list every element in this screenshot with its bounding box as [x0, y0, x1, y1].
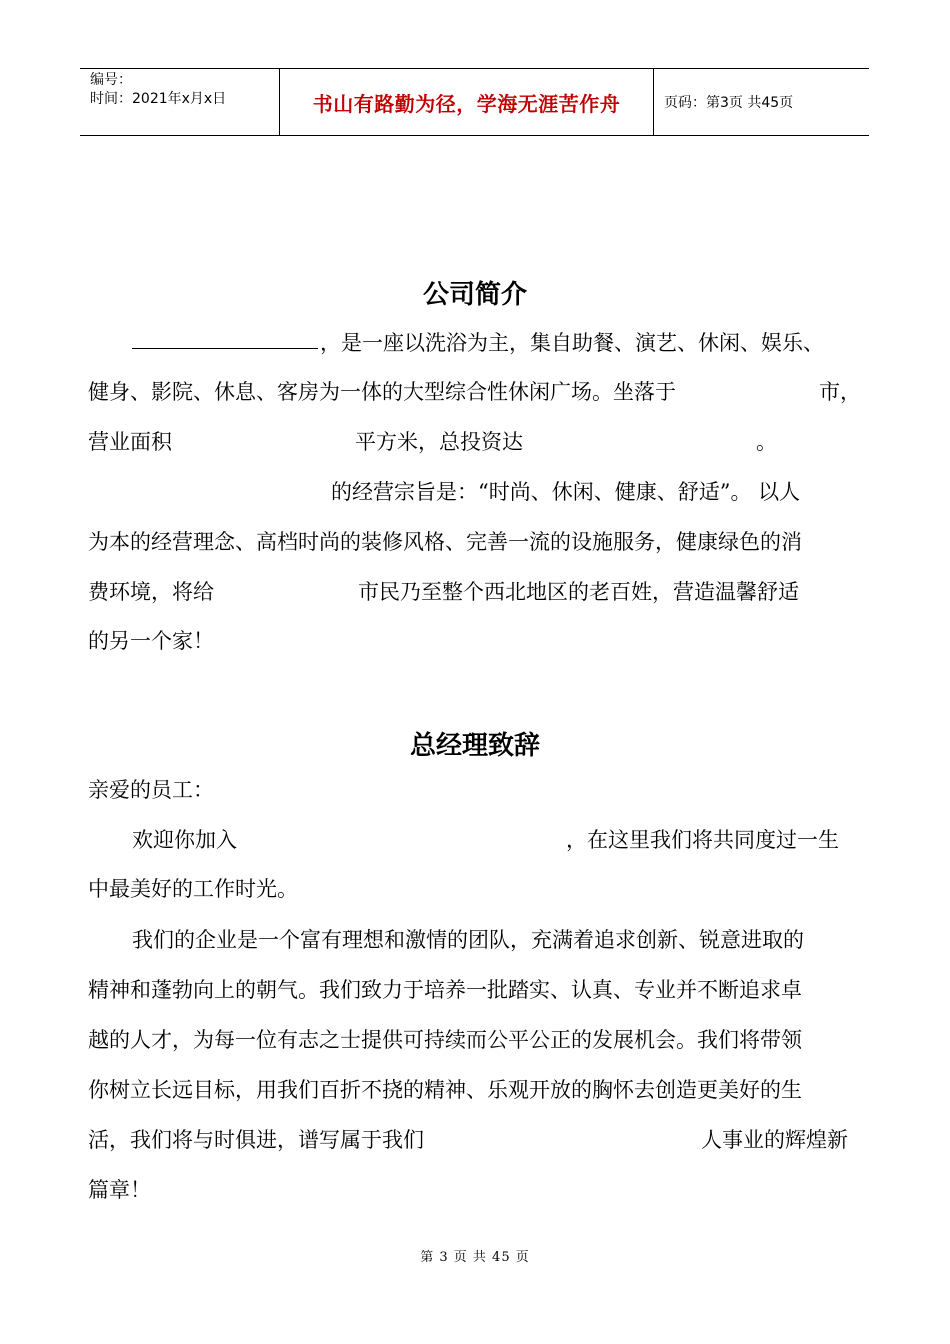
- intro-line-4: 的经营宗旨是：“时尚、休闲、健康、舒适”。 以人: [331, 480, 801, 504]
- date-label: 时间：2021年x月x日: [90, 91, 227, 107]
- number-label: 编号：: [90, 72, 132, 88]
- intro-line-1: ，是一座以洗浴为主，集自助餐、演艺、休闲、娱乐、: [320, 331, 824, 355]
- speech-line-1: 欢迎你加入: [132, 828, 237, 852]
- company-intro-title: 公司简介: [422, 280, 527, 310]
- intro-line-5: 为本的经营理念、高档时尚的装修风格、完善一流的设施服务，健康绿色的消: [88, 530, 802, 554]
- intro-line-2: 健身、影院、休息、客房为一体的大型综合性休闲广场。坐落于: [88, 380, 676, 404]
- header-page-cell: [654, 69, 869, 135]
- motto-text: 书山有路勤为径，学海无涯苦作舟: [312, 91, 621, 116]
- greeting: 亲爱的员工：: [88, 778, 214, 802]
- speech-line-5: 越的人才，为每一位有志之士提供可持续而公平公正的发展机会。我们将带领: [88, 1028, 802, 1052]
- intro-line-3c: 。: [756, 430, 777, 454]
- intro-line-3b: 平方米，总投资达: [355, 430, 523, 454]
- speech-line-8: 篇章！: [88, 1178, 151, 1202]
- speech-line-7b: 人事业的辉煌新: [701, 1128, 848, 1152]
- header-meta-cell: [80, 69, 280, 135]
- speech-line-2: 中最美好的工作时光。: [88, 877, 298, 901]
- intro-line-6: 费环境，将给: [88, 580, 214, 604]
- header-motto-cell: [280, 69, 654, 135]
- intro-line-6b: 市民乃至整个西北地区的老百姓，营造温馨舒适: [358, 580, 799, 604]
- speech-line-7: 活，我们将与时俱进，谱写属于我们: [88, 1128, 424, 1152]
- speech-line-3: 我们的企业是一个富有理想和激情的团队，充满着追求创新、锐意进取的: [132, 928, 804, 952]
- intro-line-3: 营业面积: [88, 430, 172, 454]
- intro-line-7: 的另一个家！: [88, 629, 214, 653]
- speech-line-4: 精神和蓬勃向上的朝气。我们致力于培养一批踏实、认真、专业并不断追求卓: [88, 978, 802, 1002]
- speech-line-1b: ，在这里我们将共同度过一生: [566, 828, 839, 852]
- page-info: 页码：第3页 共45页: [664, 95, 794, 111]
- intro-line-2b: 市，: [819, 380, 861, 404]
- page-footer: 第 3 页 共 45 页: [420, 1250, 530, 1265]
- speech-line-6: 你树立长远目标，用我们百折不挠的精神、乐观开放的胸怀去创造更美好的生: [88, 1078, 802, 1102]
- gm-speech-title: 总经理致辞: [409, 731, 540, 761]
- document-header: [80, 68, 869, 136]
- company-name-blank: [132, 348, 318, 349]
